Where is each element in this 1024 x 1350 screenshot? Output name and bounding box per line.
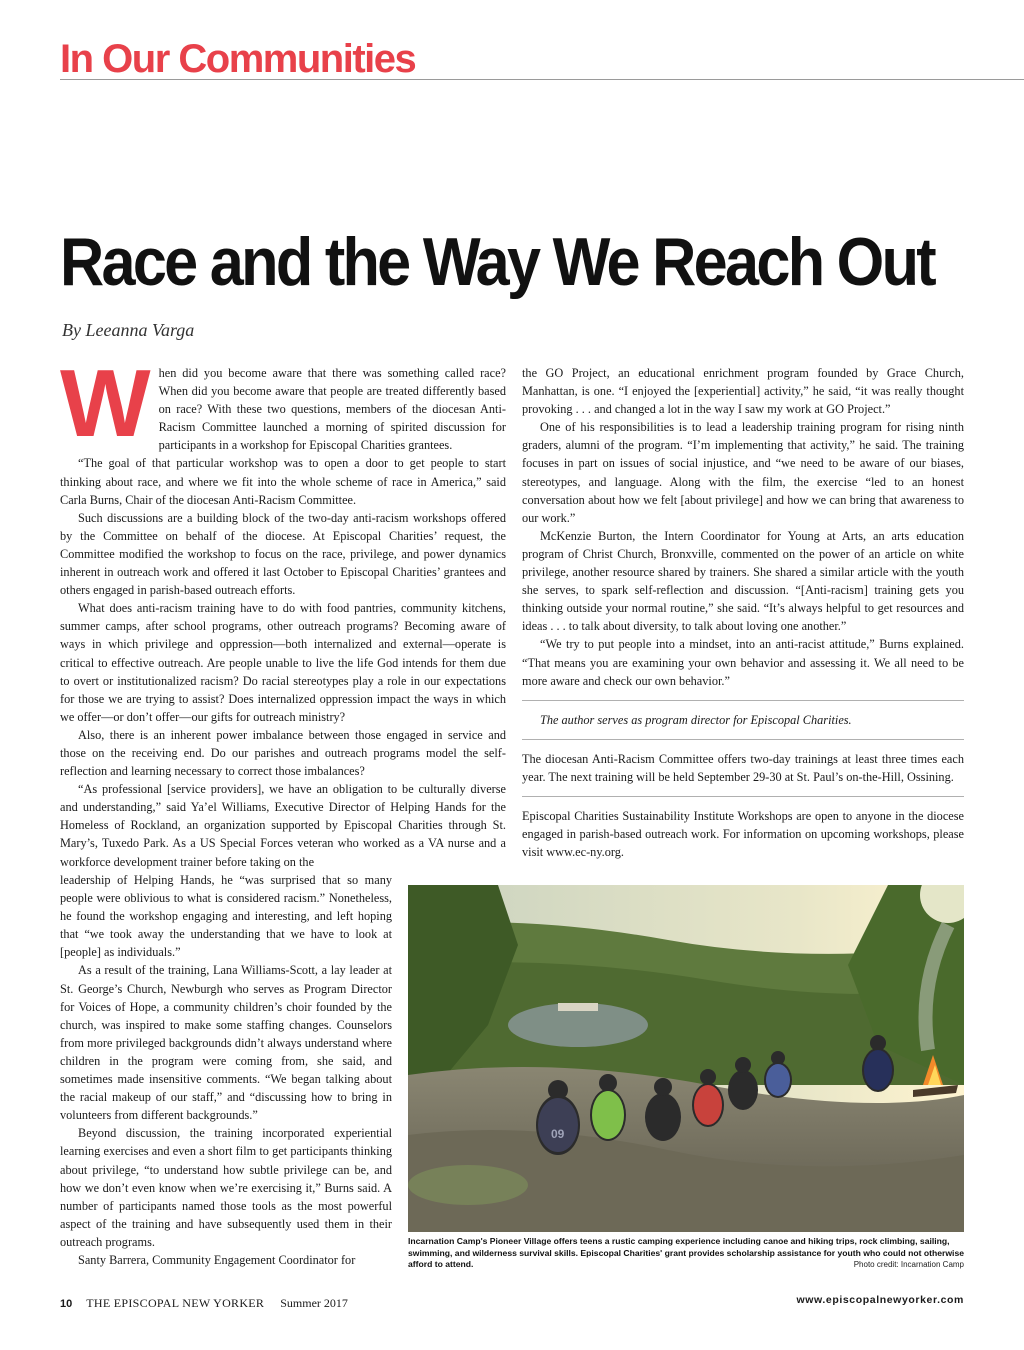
body-paragraph: hen did you become aware that there was something called race? When did you become aware that people are treated differently based on race? With these two questions, members of the diocesan Anti-Racism Committee launched a morning of spirited discussion for participants in a workshop for Episcopal Charities grantees. xyxy=(158,366,506,453)
website-link[interactable]: www.episcopalnewyorker.com xyxy=(796,1294,964,1306)
body-paragraph: One of his responsibilities is to lead a leadership training program for rising ninth graders, alumni of the program. “I’m implementing that activity,” he said. The training focuses in part on issues of social injustice, and “we need to be aware of our biases, stereotypes, and language. Along with the film, the exercise “led to an honest conversation about how we felt [about privilege] and how we can bring that awareness to our work.” xyxy=(522,420,964,525)
body-paragraph: What does anti-racism training have to do with food pantries, community kitchens, summer camps, after school programs, other outreach programs? Becoming aware of ways in which privilege and oppression—both internalized and external—operate is critical to effective outreach. Are people unable to live the life God intends for them due to overt or institutionalized racism? Do racial stereotypes play a role in our expectations for those we are trying to assist? Does internalized oppression impact the ways in which we offer—or don’t offer—our gifts for outreach ministry? xyxy=(60,601,506,724)
camp-photo-illustration xyxy=(408,885,964,1232)
body-paragraph: “The goal of that particular workshop was to open a door to get people to start thinking about race, and where we fit into the whole scheme of race in America,” said Carla Burns, Chair of the diocesan Anti-Racism Committee. xyxy=(60,456,506,507)
camp-photo xyxy=(408,885,964,1232)
body-paragraph: leadership of Helping Hands, he “was surprised that so many people were oblivious to what is considered racism.” Nonetheless, he found the workshop engaging and interesting, and left hoping that “we took away the understanding that we have to look at [people] as individuals.” xyxy=(60,873,392,960)
page-footer xyxy=(60,1294,964,1310)
body-paragraph: the GO Project, an educational enrichment program founded by Grace Church, Manhattan, is one. “I enjoyed the [experiential] activity,” he said, “it was really thought provoking . . . and changed a lot in the way I saw my work at GO Project.” xyxy=(522,366,964,417)
body-paragraph: As a result of the training, Lana Williams-Scott, a lay leader at St. George’s Church, Newburgh who serves as Program Director for Voices of Hope, a community children’s choir founded by the church, was inspired to make some staffing changes. Counselors from more privileged backgrounds didn’t always understand where children in the program were coming from, she said, and sometimes made insensitive comments. “We began talking about the racial makeup of our staff,” and “discussing how to bring in volunteers from different backgrounds.” xyxy=(60,963,392,1123)
author-note: The author serves as program director for Episcopal Charities. xyxy=(540,712,852,727)
body-paragraph: “We try to put people into a mindset, into an anti-racist attitude,” Burns explained. “That means you are examining your own behavior and assessing it. We all need to be more aware and check our own behavior.” xyxy=(522,637,964,688)
body-paragraph: Santy Barrera, Community Engagement Coordinator for xyxy=(78,1252,356,1267)
body-paragraph: Also, there is an inherent power imbalance between those engaged in service and those on the receiving end. Do our parishes and outreach programs model the self-reflection and learning necessary to correct those imbalances? xyxy=(60,727,506,779)
section-title: In Our Communities xyxy=(60,37,416,81)
divider xyxy=(522,700,964,701)
drop-cap: W xyxy=(60,350,151,457)
workshop-note: Episcopal Charities Sustainability Institute Workshops are open to anyone in the diocese engaged in parish-based outreach work. For information on upcoming workshops, please visit www.ec-ny.org. xyxy=(522,808,964,860)
photo-caption: Incarnation Camp's Pioneer Village offers teens a rustic camping experience including canoe and hiking trips, rock climbing, sailing, swimming, and wilderness survival skills. Episcopal Charities' grant provides scholarship assistance for youth who could not otherwise afford to attend. xyxy=(408,1236,965,1270)
divider xyxy=(522,739,964,740)
body-paragraph: McKenzie Burton, the Intern Coordinator for Young at Arts, an arts education program of Christ Church, Bronxville, commented on the power of an article on white privilege, another resource shared by trainers. She shared a similar article with the youth she serves, to spark self-reflection and discussion. “[Anti-racism] training gets you thinking outside your normal routine,” she said. “It’s always helpful to get resources and ideas . . . to talk about diversity, to talk about loving one another.” xyxy=(522,528,964,634)
body-paragraph: “As professional [service providers], we have an obligation to be culturally diverse and understanding,” said Ya’el Williams, Executive Director of Helping Hands for the Homeless of Rockland, an organization supported by Episcopal Charities through St. Mary’s, Tuxedo Park. As a US Special Forces veteran who worked as a VA nurse and a workforce development trainer before taking on the xyxy=(60,782,506,869)
divider xyxy=(522,796,964,797)
publication-name: THE EPISCOPAL NEW YORKER xyxy=(86,1296,265,1310)
body-column-left-upper xyxy=(60,350,506,871)
jersey-number: 09 xyxy=(551,1127,565,1141)
body-column-left-lower xyxy=(60,871,392,1269)
training-note: The diocesan Anti-Racism Committee offers two-day trainings at least three times each year. The next training will be held September 29-30 at St. Paul’s on-the-Hill, Ossining. xyxy=(522,751,964,784)
photo-credit: Photo credit: Incarnation Camp xyxy=(853,1260,964,1269)
issue-season: Summer 2017 xyxy=(280,1296,348,1310)
body-paragraph: Beyond discussion, the training incorporated experiential learning exercises and even a short film to get participants thinking about privilege, “to understand how subtle privilege can be, and how we don’t even know when we’re exercising it,” Burns said. A number of participants named those tools as the most powerful aspect of the training and have subsequently used them in their outreach programs. xyxy=(60,1126,392,1249)
article-headline: Race and the Way We Reach Out xyxy=(60,224,934,300)
body-paragraph: Such discussions are a building block of the two-day anti-racism workshops offered by the Committee on behalf of the diocese. At Episcopal Charities’ request, the Committee modified the workshop to focus on the race, privilege, and power dynamics inherent in outreach work and offered it last October to Episcopal Charities’ grantees and others engaged in parish-based outreach efforts. xyxy=(60,510,506,598)
page-number: 10 xyxy=(60,1298,73,1310)
section-header xyxy=(60,38,1024,80)
byline: By Leeanna Varga xyxy=(62,320,195,340)
body-column-right xyxy=(522,364,964,861)
